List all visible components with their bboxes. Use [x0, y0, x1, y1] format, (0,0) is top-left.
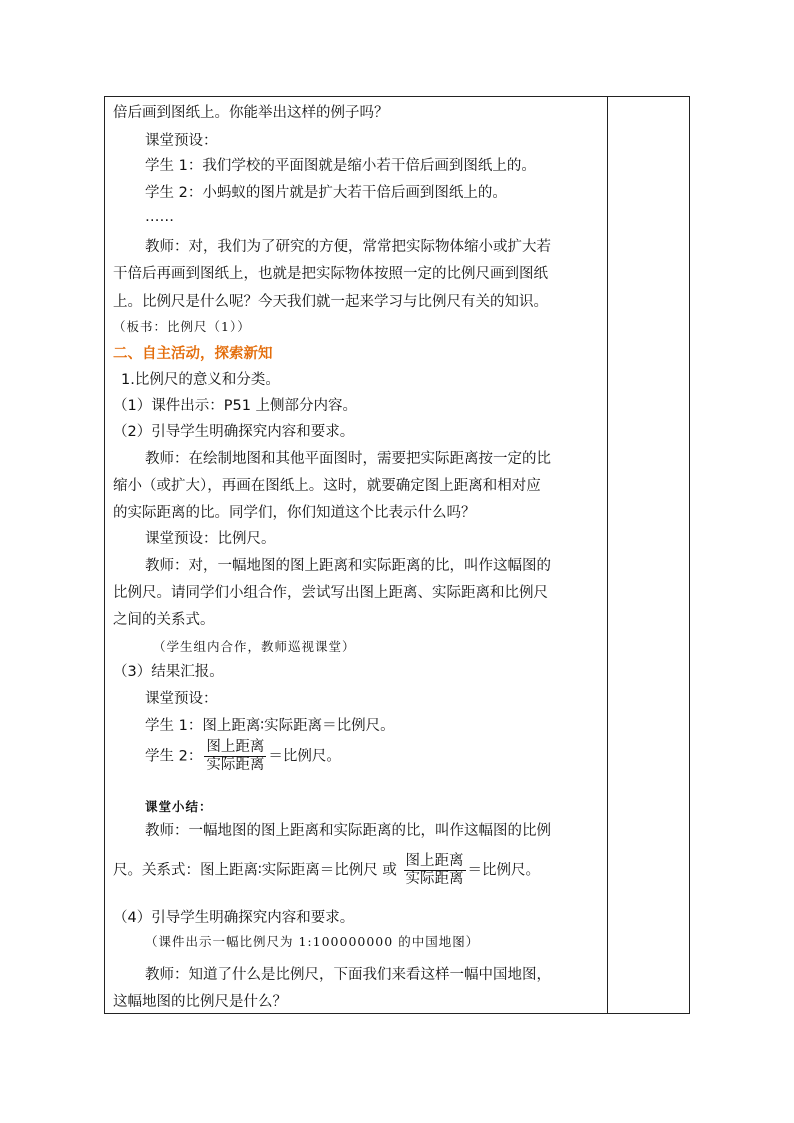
text-line: 上。比例尺是什么呢？今天我们就一起来学习与比例尺有关的知识。: [113, 294, 548, 310]
text-line: （4）引导学生明确探究内容和要求。: [113, 910, 355, 926]
fraction-suffix: ＝比例尺。: [467, 862, 540, 879]
text-line: 课堂预设：: [145, 691, 218, 707]
text-line: 比例尺。请同学们小组合作，尝试写出图上距离、实际距离和比例尺: [113, 585, 548, 601]
column-divider: [607, 97, 608, 1013]
text-line: 之间的关系式。: [113, 612, 215, 628]
fraction-line: [113, 853, 540, 888]
text-line: 学生 2：小蚂蚁的图片就是扩大若干倍后画到图纸上的。: [145, 185, 507, 201]
text-line: （1）课件出示：P51 上侧部分内容。: [113, 398, 358, 414]
text-line: 教师：在绘制地图和其他平面图时，需要把实际距离按一定的比: [145, 451, 551, 467]
text-line: （2）引导学生明确探究内容和要求。: [113, 424, 355, 440]
text-line: 教师：知道了什么是比例尺，下面我们来看这样一幅中国地图，: [145, 967, 551, 983]
fraction: [204, 739, 266, 774]
text-line: ……: [145, 209, 174, 225]
fraction-prefix: 学生 2：: [145, 748, 203, 765]
fraction: [404, 853, 466, 888]
fraction-suffix: ＝比例尺。: [268, 748, 341, 765]
text-line: （3）结果汇报。: [113, 664, 224, 680]
section-heading: 二、自主活动，探索新知: [113, 346, 273, 362]
summary-heading: 课堂小结：: [145, 799, 213, 814]
lesson-table: [104, 96, 690, 1014]
board-note: （板书：比例尺（1））: [113, 319, 251, 334]
text-line: 教师：对，一幅地图的图上距离和实际距离的比，叫作这幅图的: [145, 558, 551, 574]
text-line: 的实际距离的比。同学们，你们知道这个比表示什么吗？: [113, 505, 476, 521]
fraction-line: [145, 739, 341, 774]
text-line: 干倍后再画到图纸上，也就是把实际物体按照一定的比例尺画到图纸: [113, 266, 548, 282]
text-line: 课堂预设：: [145, 133, 218, 149]
text-line: 倍后画到图纸上。你能举出这样的例子吗？: [113, 105, 389, 121]
fraction-numerator: 图上距离: [206, 739, 265, 755]
fraction-numerator: 图上距离: [405, 853, 464, 869]
text-line: 学生 1：图上距离∶实际距离＝比例尺。: [145, 718, 395, 734]
text-line: 1.比例尺的意义和分类。: [121, 372, 280, 388]
text-line: 课堂预设：比例尺。: [145, 531, 276, 547]
text-line: 教师：一幅地图的图上距离和实际距离的比，叫作这幅图的比例: [145, 823, 551, 839]
activity-note: （学生组内合作，教师巡视课堂）: [153, 639, 356, 654]
fraction-prefix: 尺。关系式：图上距离∶实际距离＝比例尺 或: [113, 862, 402, 879]
text-line: 教师：对，我们为了研究的方便，常常把实际物体缩小或扩大若: [145, 239, 551, 255]
text-line: 学生 1：我们学校的平面图就是缩小若干倍后画到图纸上的。: [145, 158, 536, 174]
courseware-note: （课件出示一幅比例尺为 1:100000000 的中国地图）: [145, 934, 480, 949]
fraction-denominator: 实际距离: [206, 757, 265, 773]
text-line: 缩小（或扩大），再画在图纸上。这时，就要确定图上距离和相对应: [113, 478, 541, 494]
fraction-denominator: 实际距离: [405, 871, 464, 887]
text-line: 这幅地图的比例尺是什么？: [113, 994, 287, 1010]
